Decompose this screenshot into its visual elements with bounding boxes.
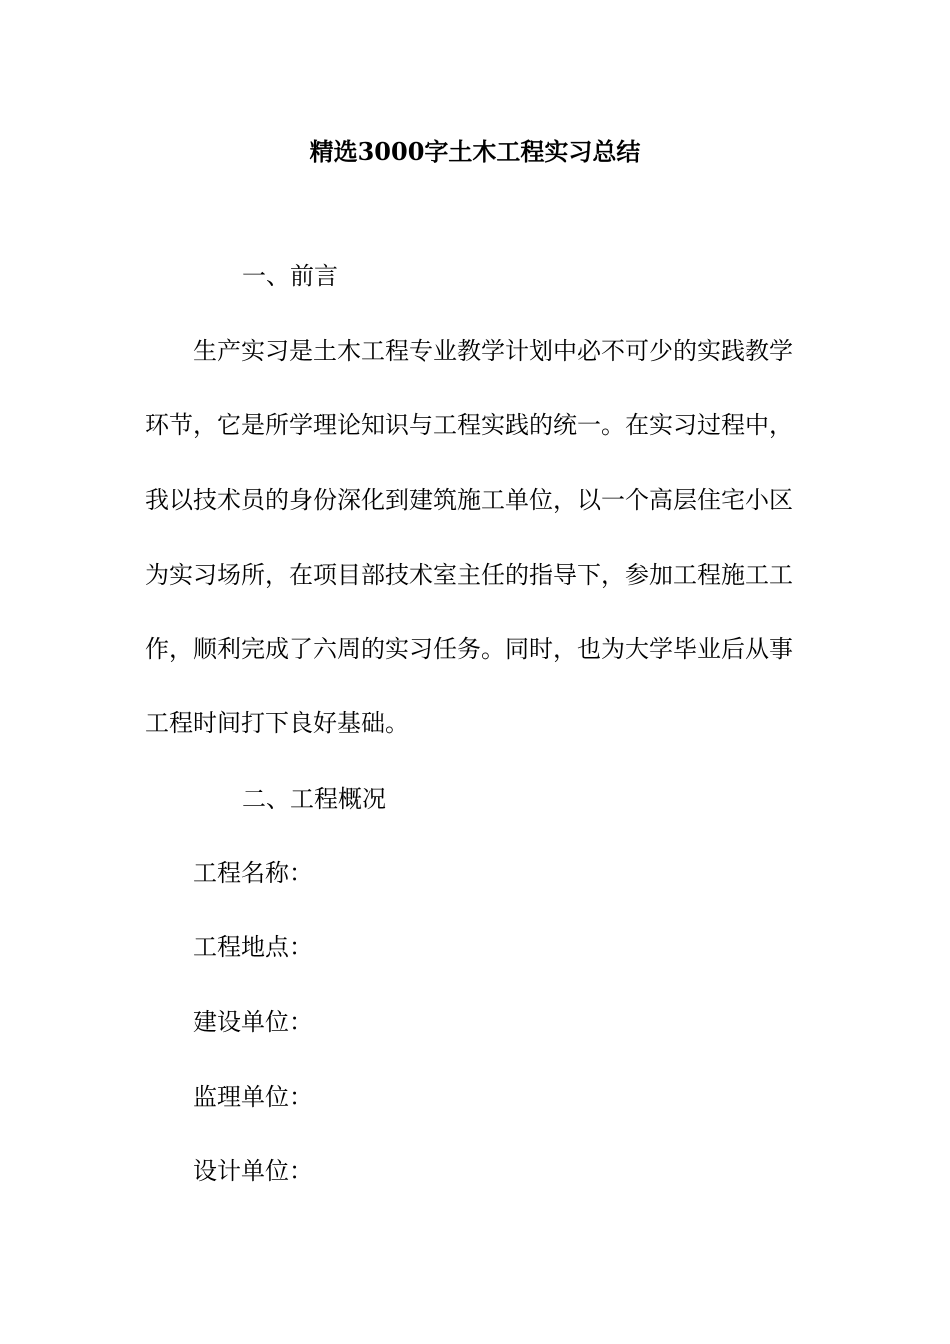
section-heading-preface: 一、前言 <box>242 262 338 290</box>
paragraph-line: 我以技术员的身份深化到建筑施工单位，以一个高层住宅小区 <box>145 486 793 514</box>
section-heading-overview: 二、工程概况 <box>242 785 386 813</box>
field-supervision-unit: 监理单位： <box>193 1083 313 1111</box>
paragraph-line: 作，顺利完成了六周的实习任务。同时，也为大学毕业后从事 <box>145 635 793 663</box>
document-title: 精选3000字土木工程实习总结 <box>309 137 641 166</box>
paragraph-line: 工程时间打下良好基础。 <box>145 709 409 737</box>
paragraph-line: 为实习场所，在项目部技术室主任的指导下，参加工程施工工 <box>145 561 793 589</box>
field-construction-unit: 建设单位： <box>193 1008 313 1036</box>
paragraph-line: 环节，它是所学理论知识与工程实践的统一。在实习过程中， <box>145 411 793 439</box>
paragraph-line: 生产实习是土木工程专业教学计划中必不可少的实践教学 <box>193 337 793 365</box>
field-project-location: 工程地点： <box>193 933 313 961</box>
field-design-unit: 设计单位： <box>193 1157 313 1185</box>
field-project-name: 工程名称： <box>193 859 313 887</box>
